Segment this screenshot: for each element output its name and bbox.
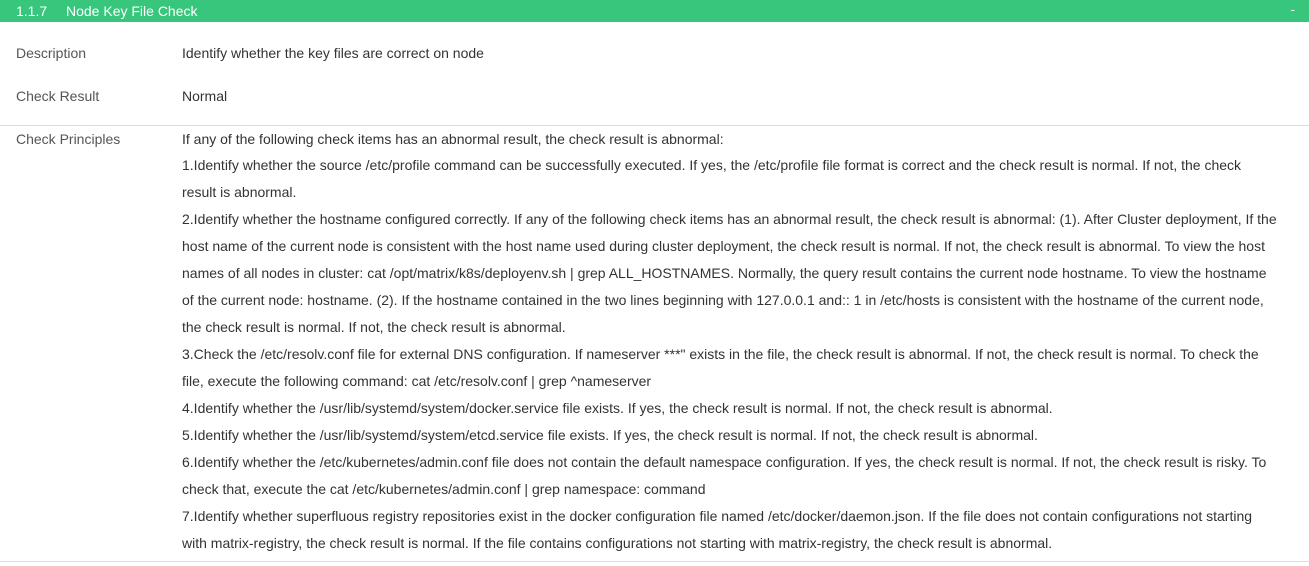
check-principles-content bbox=[182, 126, 1309, 557]
check-principles-row bbox=[0, 126, 1309, 557]
check-result-row bbox=[0, 85, 1309, 107]
principle-item: 5.Identify whether the /usr/lib/systemd/system/etcd.service file exists. If yes, the check result is normal. If not, the check result is abnormal. bbox=[182, 427, 1038, 443]
description-value: Identify whether the key files are correct on node bbox=[182, 45, 484, 61]
principle-item: 2.Identify whether the hostname configured correctly. If any of the following check items has an abnormal result, the check result is abnormal: (1). After Cluster deployment, If the host name of the current node is consistent with the host name used during cluster deployment, the check result is normal. If not, the check result is abnormal. To view the host names of all nodes in cluster: cat /opt/matrix/k8s/deployenv.sh | grep ALL_HOSTNAMES. Normally, the query result contains the current node hostname. To view the hostname of the current node: hostname. (2). If the hostname contained in the two lines beginning with 127.0.0.1 and:: 1 in /etc/hosts is consistent with the hostname of the current node, the check result is normal. If not, the check result is abnormal. bbox=[182, 211, 1277, 335]
principle-item: 1.Identify whether the source /etc/profile command can be successfully executed. If yes, the /etc/profile file format is correct and the check result is normal. If not, the check result is abnormal. bbox=[182, 157, 1242, 200]
principle-item: 7.Identify whether superfluous registry repositories exist in the docker configuration file named /etc/docker/daemon.json. If the file does not contain configurations not starting with matrix-registry, the check result is normal. If the file contains configurations not starting with matrix-registry, the check result is abnormal. bbox=[182, 508, 1253, 551]
section-number: 1.1.7 bbox=[16, 3, 48, 19]
divider bbox=[0, 561, 1309, 562]
section-header[interactable] bbox=[0, 0, 1309, 22]
principle-item: 4.Identify whether the /usr/lib/systemd/system/docker.service file exists. If yes, the check result is normal. If not, the check result is abnormal. bbox=[182, 400, 1053, 416]
check-result-label: Check Result bbox=[16, 88, 100, 104]
check-result-value: Normal bbox=[182, 88, 228, 104]
section-title: Node Key File Check bbox=[66, 3, 198, 19]
description-row bbox=[0, 42, 1309, 64]
principle-item: 6.Identify whether the /etc/kubernetes/admin.conf file does not contain the default namespace configuration. If yes, the check result is normal. If not, the check result is risky. To check that, execute the cat /etc/kubernetes/admin.conf | grep namespace: command bbox=[182, 454, 1267, 497]
check-principles-label: Check Principles bbox=[16, 131, 121, 147]
principle-item: 3.Check the /etc/resolv.conf file for external DNS configuration. If nameserver ***" exists in the file, the check result is abnormal. If not, the check result is normal. To check the file, execute the following command: cat /etc/resolv.conf | grep ^nameserver bbox=[182, 346, 1259, 389]
collapse-toggle[interactable]: - bbox=[1290, 2, 1295, 17]
principles-intro: If any of the following check items has an abnormal result, the check result is abnormal: bbox=[182, 131, 724, 147]
description-label: Description bbox=[16, 45, 87, 61]
